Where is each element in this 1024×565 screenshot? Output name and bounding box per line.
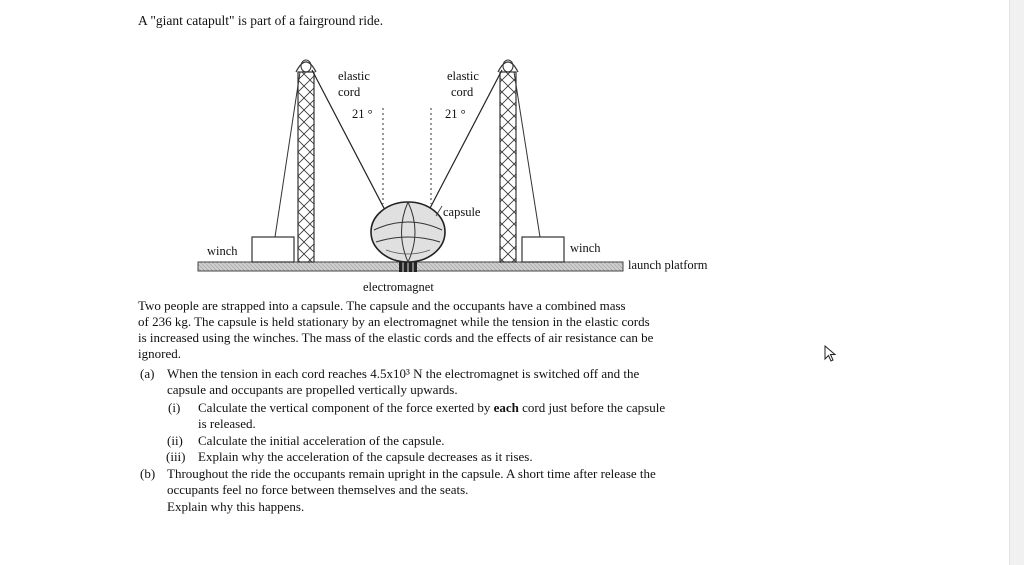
- label-launch-platform: launch platform: [628, 258, 708, 272]
- label-angle-left: 21 °: [352, 107, 373, 121]
- part-b-marker: (b): [140, 466, 156, 481]
- question-intro: A "giant catapult" is part of a fairground ride.: [138, 13, 384, 28]
- part-a-ii-text: Calculate the initial acceleration of the capsule.: [198, 433, 445, 448]
- capsule: [371, 202, 445, 262]
- part-a-i-line-1: Calculate the vertical component of the force exerted by each cord just before the capsule: [198, 400, 666, 415]
- winch-right: [522, 237, 564, 262]
- left-tower: [275, 60, 316, 262]
- part-b-line-3: Explain why this happens.: [167, 499, 305, 514]
- label-winch-left: winch: [207, 244, 238, 258]
- label-winch-right: winch: [570, 241, 601, 255]
- label-capsule: capsule: [443, 205, 481, 219]
- part-a-i-marker: (i): [168, 400, 181, 415]
- part-a-iii-marker: (iii): [166, 449, 186, 464]
- paragraph-line-2: of 236 kg. The capsule is held stationary by an electromagnet while the tension in the elastic cords: [138, 314, 650, 329]
- mouse-pointer-icon: [824, 345, 838, 363]
- paragraph-line-1: Two people are strapped into a capsule. The capsule and the occupants have a combined mass: [138, 298, 626, 313]
- right-tower: [498, 60, 540, 262]
- label-angle-right: 21 °: [445, 107, 466, 121]
- part-a-i-line-2: is released.: [198, 416, 256, 431]
- part-a-ii-marker: (ii): [167, 433, 183, 448]
- vertical-scrollbar[interactable]: [1009, 0, 1024, 565]
- part-a-line-1: When the tension in each cord reaches 4.5x10³ N the electromagnet is switched off and the: [167, 366, 640, 381]
- paragraph-line-4: ignored.: [138, 346, 181, 361]
- label-cord-right: cord: [451, 85, 474, 99]
- part-a-iii-text: Explain why the acceleration of the capsule decreases as it rises.: [198, 449, 533, 464]
- catapult-diagram: [190, 44, 770, 294]
- part-a-marker: (a): [140, 366, 155, 381]
- label-cord-left: cord: [338, 85, 361, 99]
- label-elastic-right: elastic: [447, 69, 479, 83]
- part-b-line-1: Throughout the ride the occupants remain upright in the capsule. A short time after release the: [167, 466, 656, 481]
- part-b-line-2: occupants feel no force between themselves and the seats.: [167, 482, 469, 497]
- paragraph-line-3: is increased using the winches. The mass of the elastic cords and the effects of air resistance can be: [138, 330, 654, 345]
- label-elastic-left: elastic: [338, 69, 370, 83]
- part-a-line-2: capsule and occupants are propelled vertically upwards.: [167, 382, 458, 397]
- label-electromagnet: electromagnet: [363, 280, 434, 294]
- winch-left: [252, 237, 294, 262]
